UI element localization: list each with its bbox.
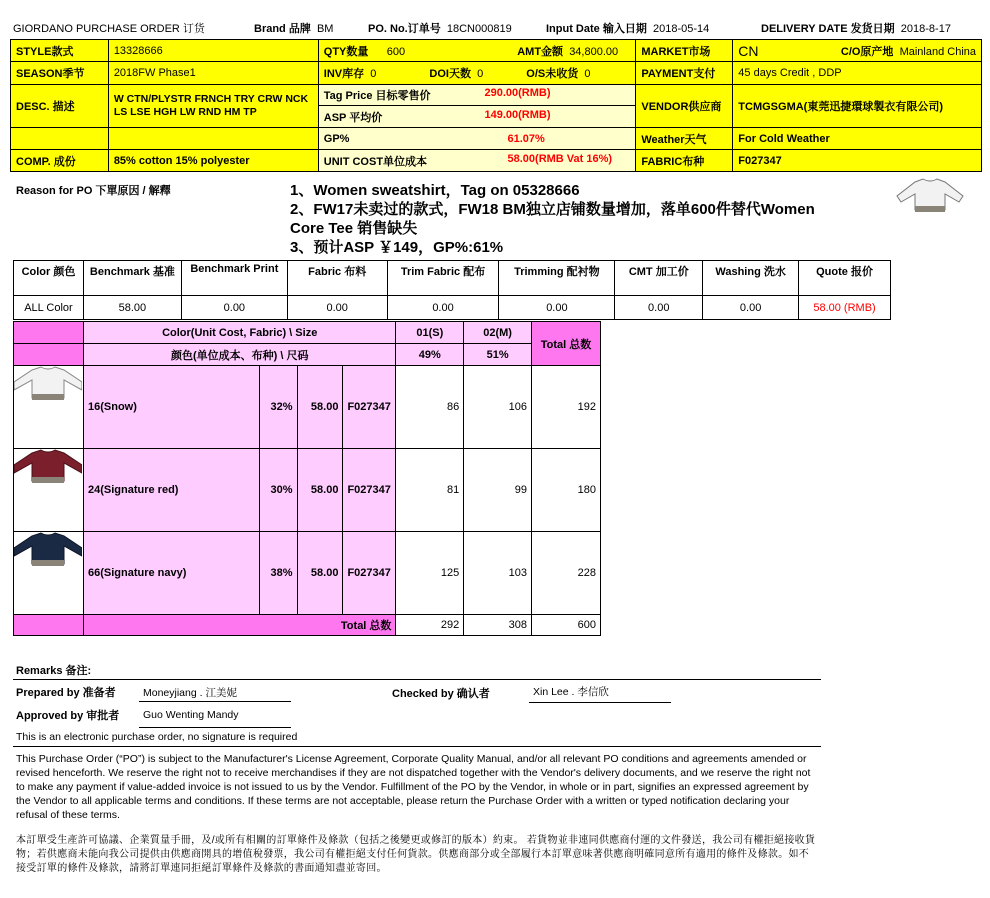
- row-color: 66(Signature navy): [83, 532, 259, 615]
- divider: [13, 679, 821, 680]
- bench-cell-color: ALL Color: [14, 296, 84, 320]
- bench-header-fabric: Fabric 布料: [287, 261, 387, 296]
- row-total: 228: [532, 532, 601, 615]
- color-size-table: [13, 321, 601, 636]
- row-qty-s: 81: [396, 449, 464, 532]
- asp-cell: ASP 平均价 149.00(RMB): [318, 106, 636, 128]
- row-cost: 58.00: [297, 532, 343, 615]
- row-qty-s: 86: [396, 366, 464, 449]
- color-swatch-cell: [14, 532, 84, 615]
- sweatshirt-hem: [915, 206, 945, 212]
- reason-line-2: 2、FW17未卖过的款式，FW18 BM独立店铺数量增加，落单600件替代Women: [290, 201, 815, 218]
- color-header-cn: 颜色(单位成本、布种) \ 尺码: [83, 344, 395, 366]
- checked-value: Xin Lee . 李信欣: [533, 686, 609, 698]
- bench-header-benchmark-print: Benchmark Print: [181, 261, 287, 296]
- totals-m: 308: [464, 615, 532, 636]
- bench-header-cmt: CMT 加工价: [615, 261, 703, 296]
- bench-cell-cmt: 0.00: [615, 296, 703, 320]
- market-value: CN: [738, 42, 759, 59]
- prepared-label: Prepared by 准备者: [16, 687, 116, 699]
- approved-underline: [139, 727, 291, 728]
- checked-label: Checked by 确认者: [392, 688, 490, 700]
- size-pct-m: 51%: [464, 344, 532, 366]
- prepared-value: Moneyjiang . 江美妮: [143, 687, 237, 699]
- row-qty-s: 125: [396, 532, 464, 615]
- checked-underline: [529, 702, 671, 703]
- desc-value: W CTN/PLYSTR FRNCH TRY CRW NCK LS LSE HGH LW RND HM TP: [108, 85, 318, 128]
- totals-all: 600: [532, 615, 601, 636]
- bench-cell-benchmark: 58.00: [83, 296, 181, 320]
- po-summary-table: [10, 39, 982, 172]
- row-color: 16(Snow): [83, 366, 259, 449]
- tag-price-cell: Tag Price 目标零售价 290.00(RMB): [318, 85, 636, 106]
- style-label: STYLE款式: [11, 40, 109, 62]
- unit-cost-cell: UNIT COST单位成本 58.00(RMB Vat 16%): [318, 150, 636, 172]
- row-fabric: F027347: [343, 366, 396, 449]
- size-header-m: 02(M): [464, 322, 532, 344]
- prepared-underline: [139, 701, 291, 702]
- snow-sweatshirt-image: [14, 366, 82, 406]
- size-pct-s: 49%: [396, 344, 464, 366]
- bench-cell-quote: 58.00 (RMB): [799, 296, 891, 320]
- bench-cell-trim-fabric: 0.00: [387, 296, 499, 320]
- amt-value: 34,800.00: [569, 45, 619, 58]
- benchmark-table: [13, 260, 891, 320]
- bench-header-trim-fabric: Trim Fabric 配布: [387, 261, 499, 296]
- bench-header-trimming: Trimming 配衬物: [499, 261, 615, 296]
- fabric-label: FABRIC布种: [636, 150, 733, 172]
- market-origin-cell: CN C/O原产地 Mainland China: [733, 40, 982, 62]
- row-total: 192: [532, 366, 601, 449]
- bench-header-washing: Washing 洗水: [703, 261, 799, 296]
- fabric-value: F027347: [733, 150, 982, 172]
- po-number: PO. No.订单号 18CN000819: [368, 23, 512, 35]
- weather-label: Weather天气: [636, 128, 733, 150]
- bench-cell-fabric: 0.00: [287, 296, 387, 320]
- vendor-label: VENDOR供应商: [636, 85, 733, 128]
- row-qty-m: 106: [464, 366, 532, 449]
- reason-line-1: 1、Women sweatshirt，Tag on 05328666: [290, 182, 580, 199]
- bench-header-benchmark: Benchmark 基准: [83, 261, 181, 296]
- terms-english: This Purchase Order (“PO”) is subject to the Manufacturer's License Agreement, Corporate Quality Manual, and/or all relevant PO conditions and agreements amended or revised henceforth. We reserve the right not to receive merchandises if they are not dispatched together with the Vendor's delivery documents, and we reserve the right not to make any payment if value-added invoice is not issued to us by the Vendor. Fulfillment of the PO by the Vendor, in whole or in part, signifies an expressed agreement by the Vendor to all applicable terms and conditions. If these terms are not acceptable, please return the Purchase Order with a written or typed notification declaring your refusal of these terms.: [16, 753, 811, 821]
- divider: [13, 746, 821, 747]
- color-swatch-cell: [14, 366, 84, 449]
- color-swatch-cell: [14, 449, 84, 532]
- sweatshirt-product-thumbnail: [893, 176, 967, 216]
- comp-value: 85% cotton 15% polyester: [108, 150, 318, 172]
- payment-value: 45 days Credit , DDP: [733, 62, 982, 85]
- inv-doi-os-cell: INV库存 0 DOI天数 0 O/S未收货 0: [318, 62, 636, 85]
- table-row: [14, 532, 601, 615]
- tag-price-value: 290.00(RMB): [484, 87, 551, 99]
- electronic-note: This is an electronic purchase order, no signature is required: [16, 731, 298, 743]
- row-cost: 58.00: [297, 366, 343, 449]
- desc-label: DESC. 描述: [11, 85, 109, 128]
- bench-cell-benchmark-print: 0.00: [181, 296, 287, 320]
- weather-value: For Cold Weather: [733, 128, 982, 150]
- style-value: 13328666: [108, 40, 318, 62]
- qty-amt-cell: QTY数量 600 AMT金额 34,800.00: [318, 40, 636, 62]
- approved-label: Approved by 审批者: [16, 710, 120, 722]
- totals-s: 292: [396, 615, 464, 636]
- unit-cost-value: 58.00(RMB Vat 16%): [507, 152, 613, 165]
- qty-value: 600: [386, 45, 406, 58]
- totals-label: Total 总数: [83, 615, 395, 636]
- payment-label: PAYMENT支付: [636, 62, 733, 85]
- brand: Brand 品牌 BM: [254, 23, 334, 35]
- reason-line-3: Core Tee 销售缺失: [290, 220, 418, 237]
- remarks-label: Remarks 备注:: [16, 665, 92, 677]
- bench-header-quote: Quote 报价: [799, 261, 891, 296]
- bench-cell-trimming: 0.00: [499, 296, 615, 320]
- total-header: Total 总数: [532, 322, 601, 366]
- size-header-s: 01(S): [396, 322, 464, 344]
- row-qty-m: 99: [464, 449, 532, 532]
- table-row: [14, 366, 601, 449]
- row-fabric: F027347: [343, 449, 396, 532]
- row-pct: 32%: [259, 366, 297, 449]
- input-date: Input Date 输入日期 2018-05-14: [546, 23, 710, 35]
- row-color: 24(Signature red): [83, 449, 259, 532]
- gp-cell: GP% 61.07%: [318, 128, 636, 150]
- comp-label: COMP. 成份: [11, 150, 109, 172]
- gp-value: 61.07%: [507, 132, 545, 145]
- po-title: GIORDANO PURCHASE ORDER 订货: [13, 23, 205, 35]
- terms-chinese: 本訂單受生產許可協議、企業質量手冊，及/或所有相關的訂單條件及條款（包括之後變更或修訂的版本）約束。 若貨物並非連同供應商付運的文件發送，我公司有權拒絕接收貨物；若供應商未能向我公司提供由供應商開具的增值稅發票，我公司有權拒絕支付任何貨款。供應商部分或全部履行本訂單意味著供應商明確同意所有適用的條件及條款。如不接受訂單的條件及條款，請將訂單連同拒絕訂單條件及條款的書面通知盡並寄回。: [16, 835, 816, 874]
- table-row: [14, 449, 601, 532]
- color-header-en: Color(Unit Cost, Fabric) \ Size: [83, 322, 395, 344]
- origin-value: Mainland China: [899, 45, 976, 58]
- row-total: 180: [532, 449, 601, 532]
- vendor-value: TCMGSGMA(東莞迅捷環球製衣有限公司): [733, 85, 982, 128]
- market-label: MARKET市场: [636, 40, 733, 62]
- row-qty-m: 103: [464, 532, 532, 615]
- asp-value: 149.00(RMB): [484, 108, 551, 121]
- row-cost: 58.00: [297, 449, 343, 532]
- approved-value: Guo Wenting Mandy: [143, 709, 239, 721]
- red-sweatshirt-image: [14, 449, 82, 489]
- navy-sweatshirt-image: [14, 532, 82, 572]
- row-pct: 30%: [259, 449, 297, 532]
- delivery-date: DELIVERY DATE 发货日期 2018-8-17: [761, 23, 951, 35]
- reason-line-4: 3、预计ASP ￥149，GP%:61%: [290, 239, 504, 256]
- row-fabric: F027347: [343, 532, 396, 615]
- bench-header-color: Color 颜色: [14, 261, 84, 296]
- totals-row: [14, 615, 601, 636]
- bench-cell-washing: 0.00: [703, 296, 799, 320]
- reason-label: Reason for PO 下單原因 / 解釋: [16, 185, 171, 197]
- row-pct: 38%: [259, 532, 297, 615]
- season-value: 2018FW Phase1: [108, 62, 318, 85]
- season-label: SEASON季节: [11, 62, 109, 85]
